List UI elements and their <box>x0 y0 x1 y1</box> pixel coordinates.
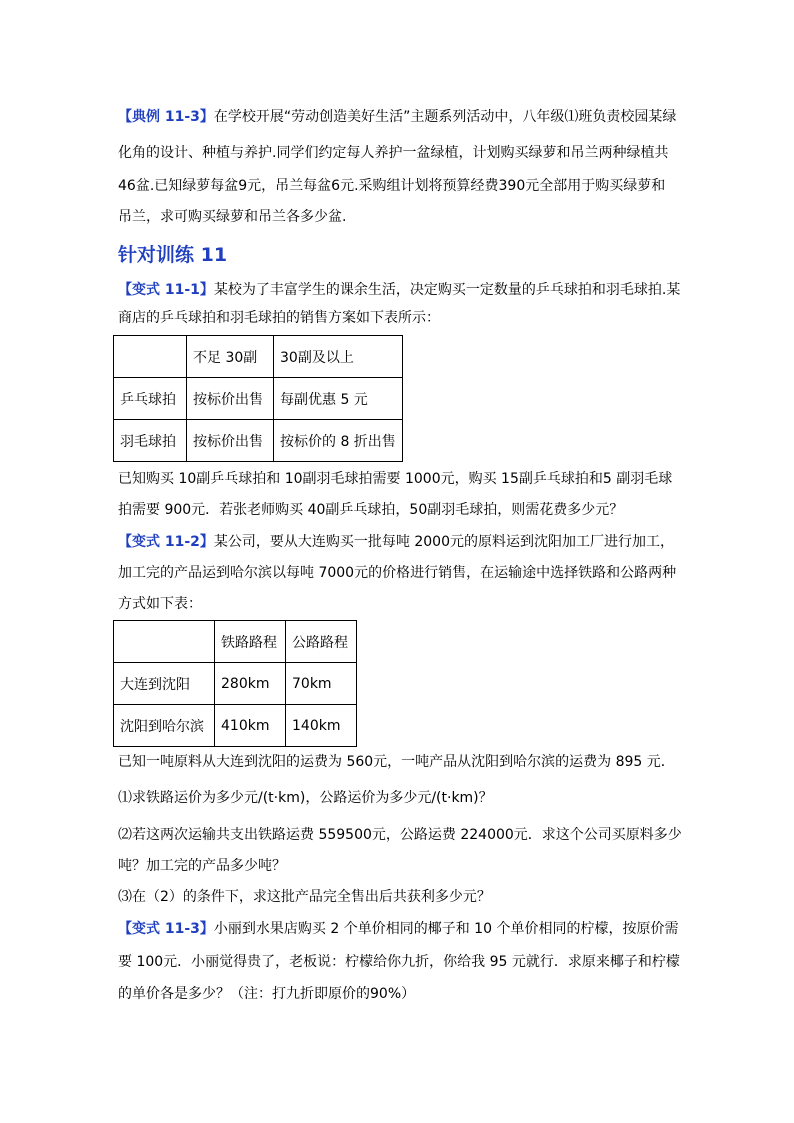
variant1-line-2: 商店的乒乓球拍和羽毛球拍的销售方案如下表所示： <box>118 310 440 326</box>
table-cell: 按标价的 8 折出售 <box>274 420 403 462</box>
table-cell: 沈阳到哈尔滨 <box>114 705 215 747</box>
table-row <box>114 705 357 747</box>
table-header-cell: 30副及以上 <box>274 336 403 378</box>
table-cell: 140km <box>286 705 357 747</box>
variant3-line-3: 的单价各是多少？（注：打九折即原价的90%） <box>118 986 416 1002</box>
example-line-2: 化角的设计、种植与养护.同学们约定每人养护一盆绿植，计划购买绿萝和吊兰两种绿植共 <box>118 145 669 161</box>
variant1-after-line-1: 已知购买 10副乒乓球拍和 10副羽毛球拍需要 1000元，购买 15副乒乓球拍和5 副羽毛球 <box>118 471 673 487</box>
example-line-4: 吊兰，求可购买绿萝和吊兰各多少盆. <box>118 209 347 225</box>
table-cell: 大连到沈阳 <box>114 663 215 705</box>
variant2-line-1 <box>118 532 718 552</box>
variant1-line-1 <box>118 280 718 300</box>
price-table <box>113 335 403 462</box>
table-cell: 羽毛球拍 <box>114 420 187 462</box>
table-cell: 按标价出售 <box>187 420 274 462</box>
variant3-line-2: 要 100元．小丽觉得贵了，老板说：柠檬给你九折，你给我 95 元就行．求原来椰子和柠檬 <box>118 954 680 970</box>
table-header-cell: 铁路路程 <box>215 621 286 663</box>
section-title: 针对训练 11 <box>118 244 228 266</box>
variant2-question-2: ⑵若这两次运输共支出铁路运费 559500元，公路运费 224000元．求这个公司买原料多少 <box>118 827 682 843</box>
table-cell: 乒乓球拍 <box>114 378 187 420</box>
table-row <box>114 621 357 663</box>
table-cell: 70km <box>286 663 357 705</box>
variant2-line-2: 加工完的产品运到哈尔滨以每吨 7000元的价格进行销售，在运输途中选择铁路和公路两种 <box>118 565 677 581</box>
variant1-after-line-2: 拍需要 900元．若张老师购买 40副乒乓球拍，50副羽毛球拍，则需花费多少元？ <box>118 502 624 518</box>
table-cell: 280km <box>215 663 286 705</box>
variant2-question-3: ⑶在（2）的条件下，求这批产品完全售出后共获利多少元？ <box>118 889 491 905</box>
variant2-question-2-cont: 吨？加工完的产品多少吨？ <box>118 858 286 874</box>
distance-table <box>113 620 357 747</box>
table-cell: 每副优惠 5 元 <box>274 378 403 420</box>
variant3-tag: 【变式 11-3】 <box>118 921 214 937</box>
table-header-cell: 不足 30副 <box>187 336 274 378</box>
table-row <box>114 663 357 705</box>
variant2-tag: 【变式 11-2】 <box>118 534 214 550</box>
variant2-text: 某公司，要从大连购买一批每吨 2000元的原料运到沈阳加工厂进行加工， <box>213 534 674 550</box>
variant3-text: 小丽到水果店购买 2 个单价相同的椰子和 10 个单价相同的柠檬，按原价需 <box>213 921 679 937</box>
variant1-tag: 【变式 11-1】 <box>118 282 214 298</box>
example-line-1 <box>118 107 718 127</box>
table-header-cell: 公路路程 <box>286 621 357 663</box>
example-tag: 【典例 11-3】 <box>118 109 214 125</box>
table-cell: 按标价出售 <box>187 378 274 420</box>
table-row <box>114 378 403 420</box>
table-cell <box>114 621 215 663</box>
example-line-3: 46盆.已知绿萝每盆9元，吊兰每盆6元.采购组计划将预算经费390元全部用于购买绿萝和 <box>118 178 666 194</box>
table-row <box>114 420 403 462</box>
variant2-question-1: ⑴求铁路运价为多少元/(t·km)，公路运价为多少元/(t·km)？ <box>118 790 493 806</box>
example-text: 在学校开展“劳动创造美好生活”主题系列活动中，八年级⑴班负责校园某绿 <box>213 109 677 125</box>
variant2-after-line-1: 已知一吨原料从大连到沈阳的运费为 560元，一吨产品从沈阳到哈尔滨的运费为 895 元． <box>118 754 675 770</box>
variant1-text: 某校为了丰富学生的课余生活，决定购买一定数量的乒乓球拍和羽毛球拍.某 <box>213 282 681 298</box>
table-row <box>114 336 403 378</box>
table-cell <box>114 336 187 378</box>
variant2-line-3: 方式如下表： <box>118 596 202 612</box>
table-cell: 410km <box>215 705 286 747</box>
variant3-line-1 <box>118 919 718 939</box>
